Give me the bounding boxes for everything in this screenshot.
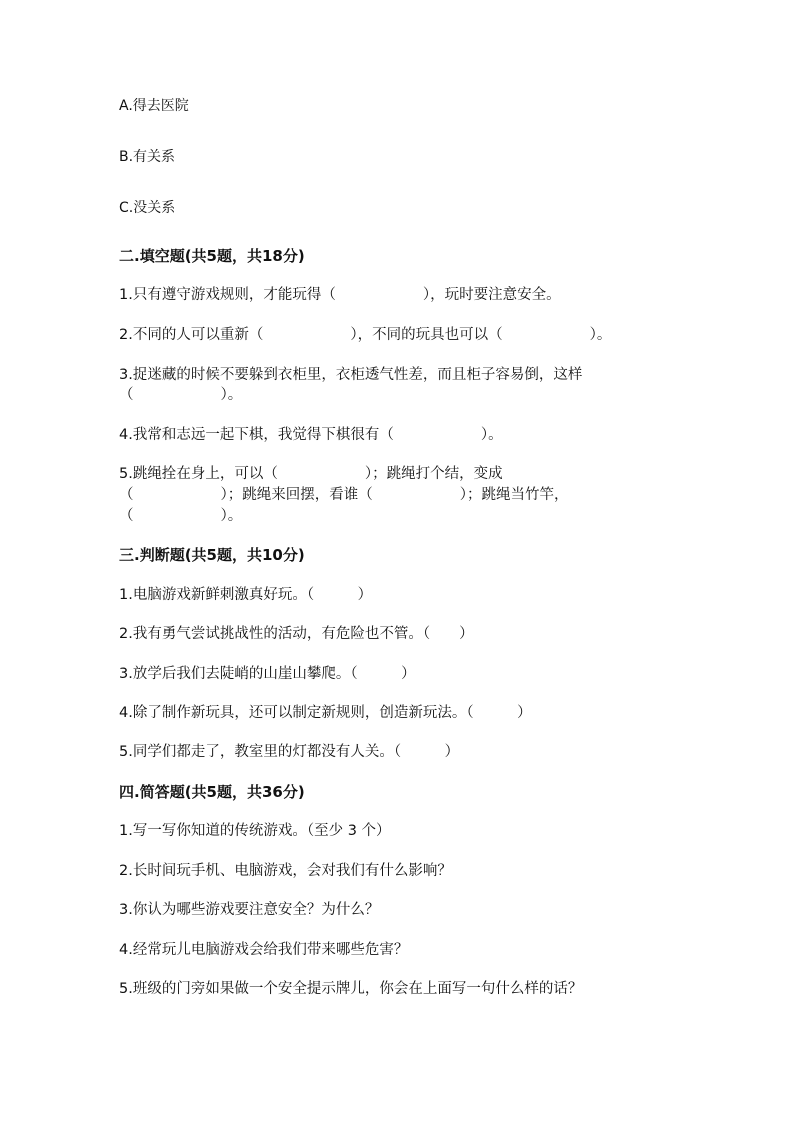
judge-question-4: 4.除了制作新玩具，还可以制定新规则，创造新玩法。（ ）	[119, 705, 532, 721]
option-b: B.有关系	[119, 149, 176, 165]
fill-question-5-line-1: 5.跳绳拴在身上，可以（ ）；跳绳打个结，变成	[119, 466, 503, 482]
judge-question-3: 3.放学后我们去陡峭的山崖山攀爬。（ ）	[119, 666, 416, 682]
fill-question-5-line-3: （ ）。	[119, 508, 243, 524]
judge-question-5: 5.同学们都走了，教室里的灯都没有人关。（ ）	[119, 744, 460, 760]
fill-question-2: 2.不同的人可以重新（ ），不同的玩具也可以（ ）。	[119, 327, 612, 343]
judge-question-1: 1.电脑游戏新鲜刺激真好玩。（ ）	[119, 587, 373, 603]
judge-question-2: 2.我有勇气尝试挑战性的活动，有危险也不管。（ ）	[119, 626, 474, 642]
section-heading-fill: 二.填空题(共5题，共18分)	[119, 247, 305, 265]
section-heading-judge: 三.判断题(共5题，共10分)	[119, 546, 305, 564]
option-a: A.得去医院	[119, 98, 189, 114]
fill-question-5-line-2: （ ）；跳绳来回摆，看谁（ ）；跳绳当竹竿，	[119, 487, 569, 503]
short-question-3: 3.你认为哪些游戏要注意安全？为什么？	[119, 902, 380, 918]
short-question-4: 4.经常玩儿电脑游戏会给我们带来哪些危害？	[119, 942, 409, 958]
short-question-5: 5.班级的门旁如果做一个安全提示牌儿，你会在上面写一句什么样的话？	[119, 981, 583, 997]
short-question-1: 1.写一写你知道的传统游戏。（至少 3 个）	[119, 823, 391, 839]
fill-question-3-line-1: 3.捉迷藏的时候不要躲到衣柜里，衣柜透气性差，而且柜子容易倒，这样	[119, 367, 583, 383]
option-c: C.没关系	[119, 200, 176, 216]
section-heading-short: 四.简答题(共5题，共36分)	[119, 783, 305, 801]
fill-question-1: 1.只有遵守游戏规则，才能玩得（ ），玩时要注意安全。	[119, 287, 561, 303]
fill-question-4: 4.我常和志远一起下棋，我觉得下棋很有（ ）。	[119, 427, 503, 443]
fill-question-3-line-2: （ ）。	[119, 387, 243, 403]
short-question-2: 2.长时间玩手机、电脑游戏，会对我们有什么影响？	[119, 863, 452, 879]
